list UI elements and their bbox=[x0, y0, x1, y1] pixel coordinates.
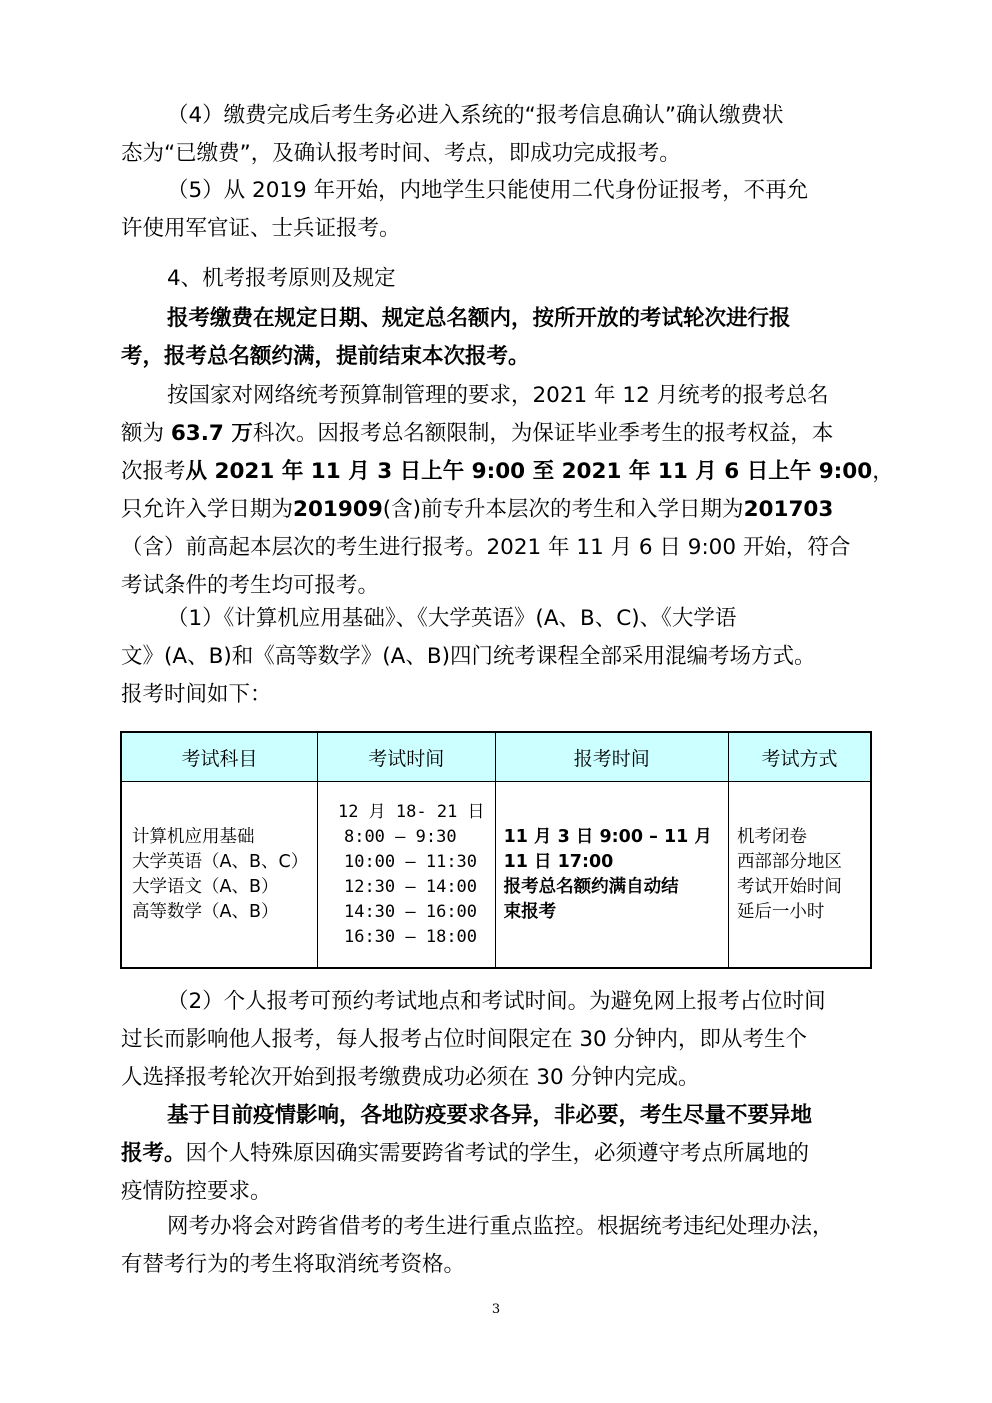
exam-times-cell bbox=[317, 782, 495, 969]
para-5-line2: 许使用军官证、士兵证报考。 bbox=[121, 216, 401, 241]
table-header-row bbox=[121, 732, 871, 782]
reg-time-cell bbox=[495, 782, 728, 969]
table-row bbox=[121, 782, 871, 969]
reg-time-line1: 11 月 3 日 9:00 – 11 月 bbox=[503, 826, 712, 847]
method-item: 机考闭卷 bbox=[736, 826, 807, 847]
method-item: 考试开始时间 bbox=[736, 876, 842, 897]
method-item: 西部部分地区 bbox=[736, 851, 842, 872]
courses-line2: 文》(A、B)和《高等数学》(A、B)四门统考课程全部采用混编考场方式。 bbox=[121, 644, 816, 669]
courses-line1: （1）《计算机应用基础》、《大学英语》(A、B、C)、《大学语 bbox=[167, 606, 737, 631]
quota-line6: 考试条件的考生均可报考。 bbox=[121, 573, 380, 598]
schedule-table bbox=[120, 731, 872, 969]
quota-line1: 按国家对网络统考预算制管理的要求，2021 年 12 月统考的报考总名 bbox=[167, 383, 829, 408]
bold-rule-line1: 报考缴费在规定日期、规定总名额内，按所开放的考试轮次进行报 bbox=[167, 306, 791, 331]
quota-line5: （含）前高起本层次的考生进行报考。2021 年 11 月 6 日 9:00 开始，符合 bbox=[121, 535, 851, 560]
para-5-line1: （5）从 2019 年开始，内地学生只能使用二代身份证报考，不再允 bbox=[167, 178, 809, 203]
exam-slot: 12:30 – 14:00 bbox=[343, 876, 478, 897]
method-item: 延后一小时 bbox=[736, 901, 825, 922]
subjects-cell bbox=[121, 782, 317, 969]
booking-line2: 过长而影响他人报考，每人报考占位时间限定在 30 分钟内，即从考生个 bbox=[121, 1027, 808, 1052]
monitor-line1: 网考办将会对跨省借考的考生进行重点监控。根据统考违纪处理办法， bbox=[167, 1214, 834, 1239]
booking-line1: （2）个人报考可预约考试地点和考试时间。为避免网上报考占位时间 bbox=[167, 989, 826, 1014]
booking-line3: 人选择报考轮次开始到报考缴费成功必须在 30 分钟内完成。 bbox=[121, 1065, 700, 1090]
header-exam-time: 考试时间 bbox=[317, 732, 495, 782]
epidemic-line3: 疫情防控要求。 bbox=[121, 1179, 272, 1204]
method-cell bbox=[728, 782, 871, 969]
courses-line3: 报考时间如下： bbox=[121, 682, 272, 707]
quota-line3: 次报考从 2021 年 11 月 3 日上午 9:00 至 2021 年 11 月 6 日上午 9:00， bbox=[121, 459, 894, 484]
section-heading: 4、机考报考原则及规定 bbox=[167, 266, 396, 291]
header-reg-time: 报考时间 bbox=[495, 732, 728, 782]
quota-line2: 额为 63.7 万科次。因报考总名额限制，为保证毕业季考生的报考权益，本 bbox=[121, 421, 834, 446]
reg-note-line2: 束报考 bbox=[503, 901, 557, 922]
exam-slot: 10:00 – 11:30 bbox=[343, 851, 478, 872]
subject-item: 大学英语（A、B、C） bbox=[132, 851, 309, 872]
reg-note-line1: 报考总名额约满自动结 bbox=[503, 876, 679, 897]
para-4-line2: 态为“已缴费”，及确认报考时间、考点，即成功完成报考。 bbox=[121, 141, 681, 166]
reg-time-line2: 11 日 17:00 bbox=[503, 851, 614, 872]
exam-slot: 16:30 – 18:00 bbox=[343, 926, 478, 947]
epidemic-line2: 报考。因个人特殊原因确实需要跨省考试的学生，必须遵守考点所属地的 bbox=[121, 1141, 810, 1166]
subject-item: 大学语文（A、B） bbox=[132, 876, 279, 897]
page-number: 3 bbox=[491, 1302, 501, 1317]
subject-item: 计算机应用基础 bbox=[132, 826, 255, 847]
para-4-line1: （4）缴费完成后考生务必进入系统的“报考信息确认”确认缴费状 bbox=[167, 103, 784, 128]
exam-slot: 14:30 – 16:00 bbox=[343, 901, 478, 922]
header-subject: 考试科目 bbox=[121, 732, 317, 782]
monitor-line2: 有替考行为的考生将取消统考资格。 bbox=[121, 1252, 466, 1277]
exam-slot: 8:00 – 9:30 bbox=[343, 826, 457, 847]
bold-rule-line2: 考，报考总名额约满，提前结束本次报考。 bbox=[121, 344, 530, 369]
header-method: 考试方式 bbox=[728, 732, 871, 782]
subject-item: 高等数学（A、B） bbox=[132, 901, 279, 922]
exam-date: 12 月 18- 21 日 bbox=[337, 801, 485, 822]
epidemic-line1: 基于目前疫情影响，各地防疫要求各异，非必要，考生尽量不要异地 bbox=[167, 1103, 813, 1128]
quota-line4: 只允许入学日期为201909(含)前专升本层次的考生和入学日期为201703 bbox=[121, 497, 834, 522]
